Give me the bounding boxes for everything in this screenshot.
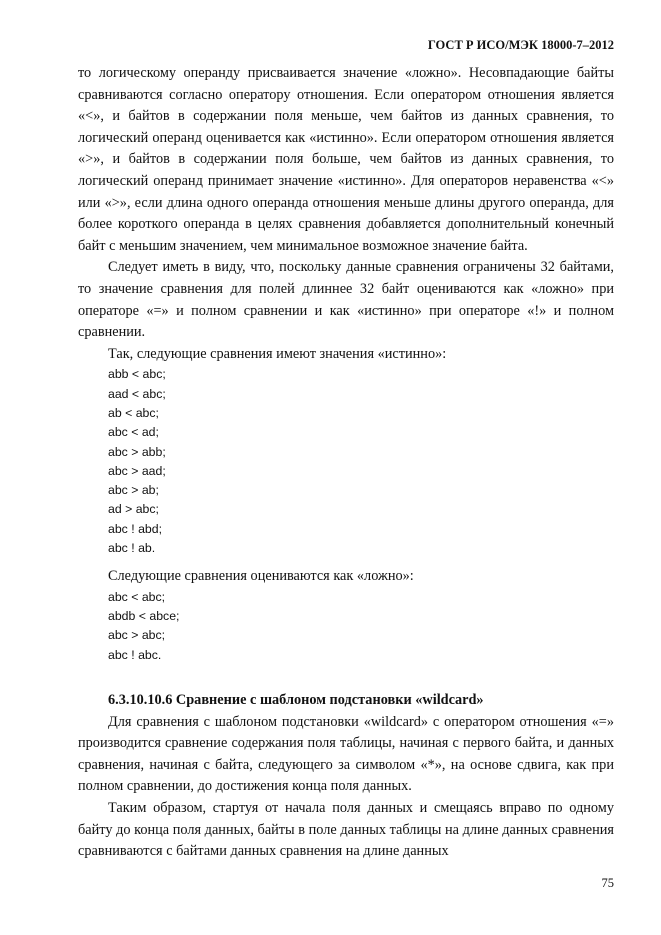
list-item: aad < abc; [108, 386, 166, 401]
list-item: abc < abc; [108, 589, 166, 604]
list-item: abc ! abc. [108, 647, 162, 662]
list-item: abc > ab; [108, 483, 159, 498]
page-number: 75 [601, 876, 614, 890]
list-item: ad > abc; [108, 502, 159, 517]
paragraph: Следует иметь в виду, что, поскольку данные сравнения ограничены 32 байтами, то значение сравнения для полей длиннее 32 байт оцениваются как «ложно» при операторе «=» и полном сравнении и как «истинно» при операторе «!» и полном сравнении. [78, 259, 614, 341]
list-item: abb < abc; [108, 367, 166, 382]
list-item: ab < abc; [108, 405, 159, 420]
true-comparisons-list [78, 365, 614, 558]
list-item: abc < ad; [108, 425, 159, 440]
paragraph: Для сравнения с шаблоном подстановки «wildcard» с оператором отношения «=» производится сравнение содержания поля таблицы, начиная с первого байта, и данных сравнения, начиная с байта, следующего за символом «*», на основе сдвига, как при полном сравнении, до достижения конца поля данных. [78, 713, 614, 795]
list-item: abc ! abd; [108, 521, 163, 536]
list-item: abc ! ab. [108, 540, 156, 555]
list-item: abc > abc; [108, 628, 166, 643]
document-header: ГОСТ Р ИСО/МЭК 18000-7–2012 [427, 38, 614, 52]
list-item: abc > aad; [108, 463, 166, 478]
false-comparisons-list [78, 588, 614, 665]
list-item: abc > abb; [108, 444, 166, 459]
paragraph: то логическому операнду присваивается значение «ложно». Несовпадающие байты сравниваются согласно оператору отношения. Если оператором отношения является «<», и байтов в содержании поля меньше, чем байтов из данных сравнения, то логический операнд оценивается как «истинно». Если оператором отношения является «>», и байтов в содержании поля больше, чем байтов из данных сравнения, то логический операнд принимает значение «истинно». Для операторов неравенства «<» или «>», если длина одного операнда отношения меньше длины другого операнда, для более короткого операнда в целях сравнения добавляется дополнительный конечный байт с меньшим значением, чем минимальное возможное значение байта. [78, 65, 614, 254]
false-comparisons-intro: Следующие сравнения оцениваются как «ложно»: [108, 568, 414, 585]
list-item: abdb < abce; [108, 609, 180, 624]
paragraph: Таким образом, стартуя от начала поля данных и смещаясь вправо по одному байту до конца поля данных, байты в поле данных таблицы на длине данных сравнения сравниваются с байтами данных сравнения на длине данных [78, 800, 614, 860]
section-heading: 6.3.10.10.6 Сравнение с шаблоном подстановки «wildcard» [108, 692, 484, 709]
true-comparisons-intro: Так, следующие сравнения имеют значения «истинно»: [108, 345, 447, 362]
page-content [78, 63, 614, 863]
